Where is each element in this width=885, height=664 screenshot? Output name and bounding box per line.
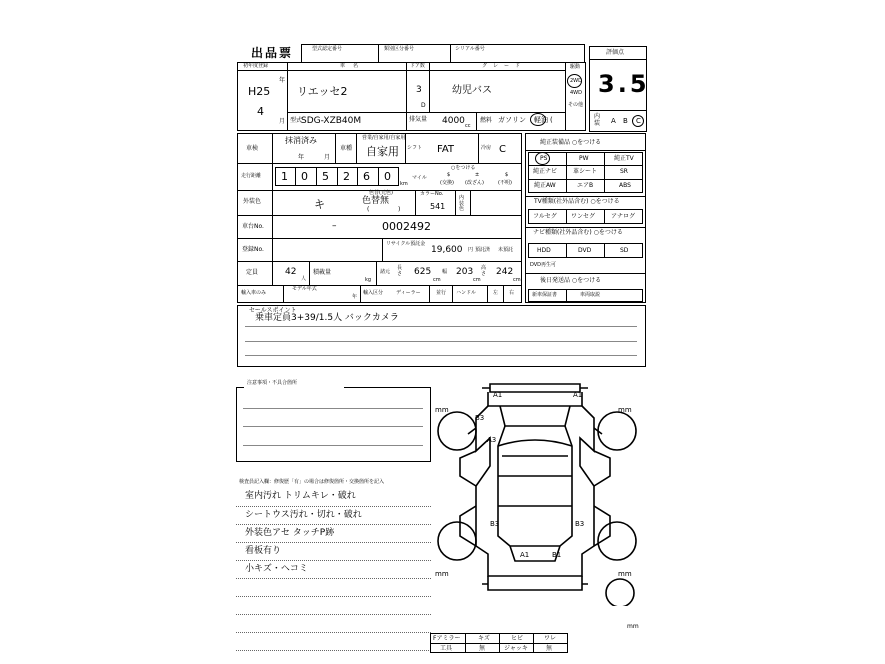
diagram-label-4: A3 (487, 436, 497, 444)
length-value: 625 (414, 267, 432, 277)
fuel-label: 燃料 (480, 117, 493, 124)
mileage-unknown: (不明) (498, 180, 512, 186)
capacity-unit: 人 (301, 276, 307, 282)
import-left: 左 (493, 290, 499, 296)
legend-value-4: 無 (546, 645, 553, 652)
legend-value-3: ジャッキ (504, 645, 528, 652)
mileage-exchange: (交換) (440, 180, 454, 186)
ac-value: C (499, 144, 506, 155)
color-paren-open: ( (367, 206, 370, 213)
after-title: 後日発送品 ○をつける (540, 277, 602, 284)
tv-fullseg: フルセグ (533, 213, 557, 220)
grade-label: グレード (482, 63, 527, 69)
nav-sd: SD (620, 247, 629, 254)
mileage-digit-6: 0 (384, 170, 391, 183)
notes-label: 注意事項・不具合箇所 (247, 380, 298, 386)
mileage-mark-2: ± (475, 172, 480, 178)
width-value: 203 (456, 267, 474, 277)
drive-label: 駆動 (570, 64, 581, 70)
diagram-label-3: B3 (475, 414, 485, 422)
model-value: SDG-XZB40M (301, 116, 362, 126)
recycle-undeposited: 未預託 (498, 247, 514, 253)
tv-title: TV種類(社外品含む) ○をつける (534, 198, 620, 205)
diagram-label-1: A1 (493, 391, 503, 399)
tv-analog: アナログ (611, 213, 636, 220)
header-col3: シリアル番号 (455, 46, 485, 52)
mileage-unit: km (400, 181, 408, 187)
height-unit: cm (513, 277, 521, 283)
width-label: 幅 (442, 269, 448, 275)
interior-b: B (623, 117, 628, 125)
length-unit: cm (433, 277, 441, 283)
drive-4wd: 4WD (570, 90, 582, 96)
equip-nav: 純正ナビ (533, 168, 558, 175)
import-parallel: 並行 (436, 290, 447, 296)
inspection-value: 抹消済み (285, 136, 317, 145)
nav-dvd: DVD (578, 247, 592, 254)
inspector-line-4: 看板有り (245, 546, 282, 556)
equip-abs: ABS (619, 182, 631, 189)
capacity-label: 定員 (246, 269, 259, 276)
registration-label: 登録No. (242, 246, 264, 253)
specs-label: 諸元 (380, 269, 391, 275)
capacity-value: 42 (285, 267, 297, 277)
recycle-deposited: 預託済 (475, 247, 491, 253)
nav-hdd: HDD (537, 247, 551, 254)
mm-label-rr: mm (618, 570, 632, 578)
usage-options: 営業/自家用/自家用 (362, 135, 406, 141)
header-col2: 類別区分番号 (384, 46, 415, 52)
equipment-title: 純正装備品 ○をつける (540, 139, 602, 146)
height-value: 242 (496, 267, 514, 277)
displacement-value: 4000 (442, 116, 465, 126)
mm-label-fl: mm (435, 406, 449, 414)
fuel-diesel: 軽油 (534, 116, 548, 124)
recycle-label: リサイクル預託金 (386, 241, 426, 247)
dvd-playback: DVD再生可 (530, 262, 557, 268)
import-label: 輸入車のみ (241, 290, 267, 296)
equip-pw: PW (579, 155, 589, 162)
chassis-dash: – (332, 221, 337, 231)
interior-c: C (636, 117, 641, 125)
inspection-label: 車検 (246, 145, 259, 152)
nav-title: ナビ種類(社外品含む) ○をつける (533, 229, 623, 236)
fuel-gasoline: ガソリン (498, 116, 526, 124)
interior-circle (632, 115, 644, 127)
legend-header-2: キズ (478, 635, 490, 642)
mileage-digit-2: 0 (301, 170, 308, 183)
equip-ps: PS (540, 155, 548, 162)
equip-sr: SR (620, 168, 628, 175)
year-unit: 年 (279, 77, 286, 84)
chassis-label: 車台No. (242, 223, 264, 230)
legend-value-2: 無 (479, 645, 486, 652)
length-label: 長さ (397, 265, 403, 277)
cc-unit: cc (465, 123, 471, 129)
inspector-line-1: 室内汚れ トリムキレ・破れ (245, 491, 356, 501)
sales-text: 乗車定員3+39/1.5人 バックカメラ (255, 313, 399, 323)
inspection-month: 月 (324, 154, 331, 161)
equip-leather: 革シート (573, 168, 598, 175)
inspector-line-3: 外装色アセ タッチP跡 (245, 528, 335, 538)
diagram-label-5: B3 (490, 520, 500, 528)
mileage-digit-5: 6 (363, 170, 370, 183)
mm-label-spare-2: mm (627, 623, 639, 630)
interior-color-label: 内装色 (459, 195, 465, 212)
score-label: 評価点 (606, 49, 625, 56)
height-label: 高さ (481, 265, 487, 277)
width-unit: cm (473, 277, 481, 283)
mileage-mark-1: $ (447, 172, 451, 178)
sales-label: セールスポイント (249, 307, 297, 314)
displacement-label: 排気量 (409, 116, 428, 123)
color-change-label: 色替(元色) (369, 190, 393, 196)
reg-era: H25 (248, 85, 271, 98)
after-manual: 車両取説 (580, 292, 601, 298)
legend-header-3: ヒビ (511, 635, 524, 642)
shift-value: FAT (437, 144, 455, 155)
mileage-digit-1: 1 (281, 170, 288, 183)
import-dealer: ディーラー (396, 290, 421, 296)
sheet-title: 出品票 (251, 46, 294, 60)
inspector-line-2: シートウス汚れ・切れ・破れ (245, 510, 362, 520)
diagram-label-6: B3 (575, 520, 585, 528)
mileage-tampered: (改ざん) (465, 180, 484, 186)
color-paren-close: ) (398, 206, 401, 213)
recycle-value: 19,600 (431, 245, 463, 255)
car-name: リエッセ2 (297, 85, 348, 98)
fuel-paren: ( (550, 116, 553, 124)
diagram-label-7: A1 (520, 551, 530, 559)
month-unit: 月 (279, 118, 286, 125)
equip-tv: 純正TV (614, 155, 634, 162)
equip-ps-circle (535, 152, 550, 165)
legend-header-1: Fアミラー (433, 635, 461, 642)
doors-label: ドア数 (410, 63, 425, 69)
door-unit: D (421, 102, 426, 109)
legend-value-1: 工具 (440, 645, 453, 652)
header-boxes (301, 44, 585, 63)
doors-value: 3 (416, 85, 422, 95)
diagram-label-2: A1 (573, 391, 583, 399)
color-code: 541 (430, 202, 446, 211)
color-change-value: 色替無 (362, 196, 390, 206)
first-reg-label: 初年度登録 (243, 63, 269, 69)
model-year-label: モデル年式 (292, 286, 317, 292)
drive-2wd: 2WD (570, 78, 582, 84)
shift-label: シフト (407, 145, 423, 151)
car-damage-diagram (430, 376, 645, 606)
mm-label-fr: mm (618, 406, 632, 414)
mileage-mile: マイル (412, 175, 427, 181)
equip-aw: 純正AW (534, 182, 556, 189)
score-value: 3.5 (598, 70, 650, 98)
mileage-mark-3: $ (505, 172, 509, 178)
inspector-label: 検査員記入欄：修復歴「有」の場合は修復箇所・交換箇所を記入 (239, 479, 385, 485)
color-value: キ (314, 198, 325, 211)
import-handle: ハンドル (456, 290, 477, 296)
notes-box (236, 387, 431, 462)
mileage-note: ○をつける (451, 165, 476, 171)
reg-month: 4 (257, 105, 264, 118)
tv-oneseg: ワンセグ (571, 213, 596, 220)
fuel-circle (530, 113, 546, 126)
inspection-year: 年 (298, 154, 305, 161)
mileage-label: 走行距離 (241, 173, 262, 179)
legend-header-4: ワレ (544, 635, 557, 642)
chassis-number: 0002492 (382, 220, 431, 233)
import-right: 右 (509, 290, 515, 296)
load-label: 積載量 (313, 269, 332, 276)
load-unit: kg (365, 277, 372, 283)
usage-value: 自家用 (366, 145, 399, 158)
inspector-line-5: 小キズ・ヘコミ (245, 564, 308, 574)
mm-label-rl: mm (435, 570, 449, 578)
mileage-digit-3: 5 (322, 170, 329, 183)
mileage-digit-4: 2 (343, 170, 350, 183)
diagram-label-8: B1 (552, 551, 562, 559)
interior-a: A (611, 117, 616, 125)
model-label: 型式 (290, 117, 303, 124)
color-code-label: カラーNo. (420, 191, 444, 197)
color-label: 外装色 (243, 198, 262, 205)
ac-label: 冷房 (481, 145, 492, 151)
import-year: 年 (352, 294, 358, 300)
name-label: 車名 (340, 63, 367, 69)
drive-circle (567, 74, 582, 88)
recycle-unit: 円 (468, 247, 474, 253)
grade-value: 幼児バス (452, 85, 492, 96)
header-col1: 型式認定番号 (312, 46, 343, 52)
import-division: 輸入区分 (363, 290, 384, 296)
equip-airbag: エアB (577, 182, 594, 189)
car-type-label: 車種 (340, 145, 353, 152)
interior-label: 内装 (594, 113, 601, 127)
drive-other: その他 (568, 102, 584, 108)
after-warranty: 新車保証書 (532, 292, 558, 298)
